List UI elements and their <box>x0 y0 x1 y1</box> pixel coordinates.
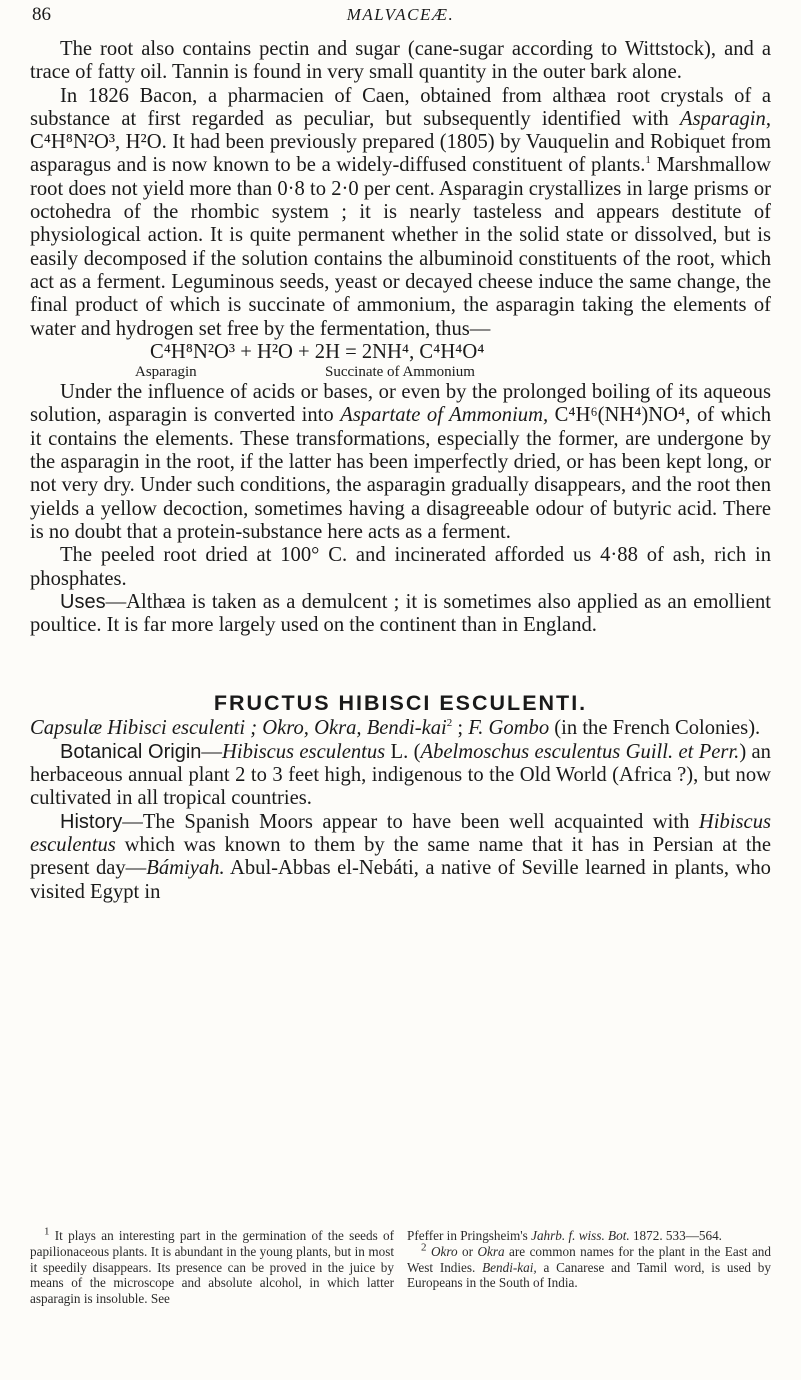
chemical-formula: C⁴H⁸N²O³, H²O. <box>30 131 167 154</box>
text-span: —The Spanish Moors appear to have been well acquainted with <box>122 810 699 833</box>
text-span: 1872. 533—564. <box>629 1228 722 1243</box>
botanical-heading: Botanical Origin <box>60 740 202 763</box>
text-span: (in the French Colonies). <box>549 717 761 740</box>
footnote-number: 1 <box>44 1225 50 1238</box>
synonyms-latin: Capsulæ Hibisci esculenti ; Okro, Okra, Bendi-kai <box>30 717 447 740</box>
text-span: —Althæa is taken as a demulcent ; it is sometimes also applied as an emollient poultice. It is far more largely used on the continent than in England. <box>30 590 771 637</box>
footnote-2 <box>407 1241 771 1291</box>
paragraph-history <box>30 811 771 904</box>
footnote-1 <box>30 1225 395 1307</box>
text-span: are common names for the plant in the East and West Indies. <box>407 1243 771 1275</box>
species-name: Hibiscus esculentus <box>221 740 386 763</box>
persian-name: Bámiyah. <box>146 857 225 880</box>
text-span: Abul-Abbas el-Nebáti, a native of Seville learned in plants, who visited Egypt in <box>30 857 771 903</box>
paragraph-botanical <box>30 741 771 811</box>
paragraph-uses <box>30 591 771 638</box>
text-span: Pfeffer in Pringsheim's <box>407 1228 532 1243</box>
running-title: MALVACEÆ. <box>346 5 455 24</box>
text-span: ; <box>452 717 469 740</box>
text-span: Marshmallow root does not yield more than 0·8 to 2·0 per cent. Asparagin crystallizes in large prisms or octohedra of the rhombic system ; it is nearly tasteless and appears destitute of physiological action. It is quite permanent whether in the solid state or dissolved, but is easily decomposed if the solution contains the albuminoid constituents of the root, which act as a ferment. Leguminous seeds, yeast or decayed cheese induce the same change, the final product of which is succinate of ammonium, the asparagin taking the elements of water and hydrogen set free by the fermentation, thus— <box>30 154 772 340</box>
footnote-marker[interactable]: 2 <box>446 717 453 730</box>
synonyms-line <box>30 717 771 740</box>
species-synonym: Abelmoschus esculentus Guill. et Perr. <box>420 740 740 763</box>
equation-label-left: Asparagin <box>135 364 197 381</box>
text-span: It had been previously prepared (1805) by Vauquelin and Robiquet from asparagus and is now known to be a widely-diffused constituent of plants. <box>30 131 771 177</box>
text-span: ) an herbaceous annual plant 2 to 3 feet high, indigenous to the Old World (Africa ?), but now cultivated in all tropical countries. <box>30 740 771 810</box>
footnote-column-right <box>407 1228 771 1307</box>
text-span: L. ( <box>385 740 421 763</box>
species-name: Hibiscus esculentus <box>30 810 771 856</box>
term: Bendi-kai, <box>482 1259 537 1275</box>
text-span: a Canarese and Tamil word, is used by Europeans in the South of India. <box>407 1259 771 1291</box>
text-span: C⁴H⁶(NH⁴)NO⁴, of which it contains the elements. These transformations, especially the former, are undergone by the asparagin in the root, if the latter has been imperfectly dried, or has been kept long, or not very dry. Under such conditions, the asparagin gradually disappears, and the root then yields a yellow decoction, sometimes having a disagreeable odour of butyric acid. There is no doubt that a protein-substance here acts as a ferment. <box>30 404 772 543</box>
section-title: FRUCTUS HIBISCI ESCULENTI. <box>213 691 588 716</box>
footnotes <box>30 1225 771 1307</box>
footnote-column-left <box>30 1225 395 1307</box>
main-text <box>30 38 771 904</box>
term: Okra <box>477 1243 505 1259</box>
text-span: It plays an interesting part in the germination of the seeds of papilionaceous plants. It is abundant in the young plants, but in most it speedily disappears. Its presence can be proved in the juice by means of the microscope and absolute alcohol, in which latter asparagin is insoluble. See <box>30 1228 395 1307</box>
journal-title: Jahrb. f. wiss. Bot. <box>531 1228 630 1243</box>
equation-labels <box>30 364 771 381</box>
paragraph-asparagin: In 1826 Bacon, a pharmacien of Caen, obtained from althæa root crystals of a substance at first regarded as peculiar, but subsequently identified with Asparagin, C⁴H⁸N²O³, H²O. It had been previously prepared (1805) by Vauquelin and Robiquet from asparagus and is now known to be a widely-diffused constituent of plants.$^1$ Marshmallow root does not yield more than 0·8 to 2·0 per cent. Asparagin crystallizes in large prisms or octohedra of the rhombic system ; it is nearly tasteless and appears destitute of physiological action. It is quite permanent whether in the solid state or dissolved, but is easily decomposed if the solution contains the albuminoid constituents of the root, which act as a ferment. Leguminous seeds, yeast or decayed cheese induce the same change, the final product of which is succinate of ammonium, the asparagin taking the elements of water and hydrogen set free by the fermentation, thus— <box>30 84 772 340</box>
text-span: which was known to them by the same name that it has in Persian at the present day— <box>30 833 771 880</box>
synonyms-french: F. Gombo <box>468 717 550 740</box>
text-span: — <box>201 740 222 763</box>
footnote-marker[interactable]: 1 <box>645 154 651 167</box>
reaction-equation: C⁴H⁸N²O³ + H²O + 2H = 2NH⁴, C⁴H⁴O⁴ <box>150 340 485 363</box>
uses-heading: Uses <box>60 590 106 613</box>
page-number: 86 <box>32 4 51 25</box>
term-aspartate: Aspartate of Ammonium, <box>340 404 549 427</box>
paragraph-aspartate <box>30 381 771 544</box>
page-header <box>30 4 771 28</box>
history-heading: History <box>60 810 123 833</box>
equation-label-right: Succinate of Ammonium <box>325 364 475 381</box>
text-span: Under the influence of acids or bases, or even by the prolonged boiling of its aqueous solution, asparagin is converted into <box>30 381 771 427</box>
paragraph-ash: The peeled root dried at 100° C. and incinerated afforded us 4·88 of ash, rich in phosphates. <box>30 544 771 590</box>
footnote-number: 2 <box>421 1241 427 1254</box>
term: Okro <box>430 1243 458 1259</box>
paragraph-pectin: The root also contains pectin and sugar (cane-sugar according to Wittstock), and a trace of fatty oil. Tannin is found in very small quantity in the outer bark alone. <box>30 38 771 84</box>
term-asparagin: Asparagin <box>680 107 766 130</box>
text-span: or <box>457 1243 478 1259</box>
text-span: In 1826 Bacon, a pharmacien of Caen, obtained from althæa root crystals of a substance at first regarded as peculiar, but subsequently identified with <box>30 84 771 130</box>
footnote-1-continued <box>407 1228 771 1244</box>
